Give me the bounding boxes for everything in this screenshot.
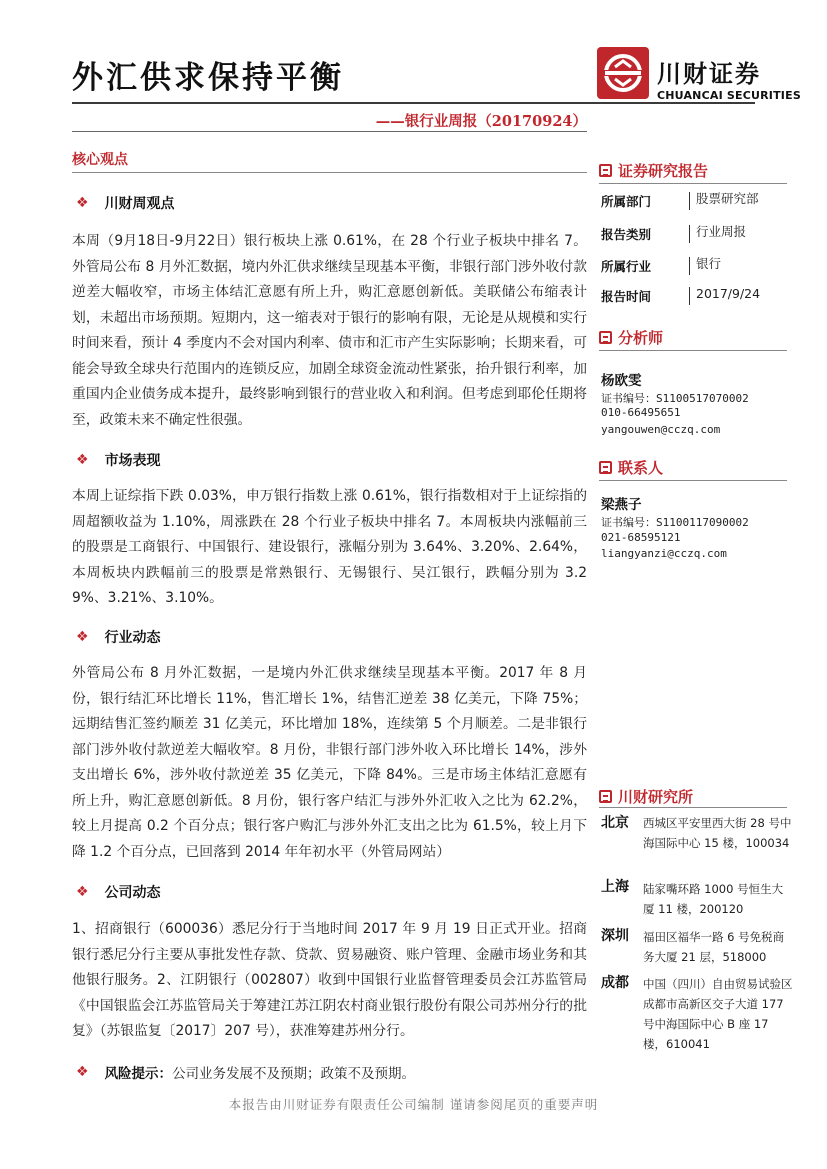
core-view-label: 核心观点 <box>72 152 128 168</box>
section-paragraph-weekly-view: 本周（9月18日-9月22日）银行板块上涨 0.61%，在 28 个行业子板块中排名 7。外管局公布 8 月外汇数据，境内外汇供求继续呈现基本平衡，非银行部门涉外收付款逆差大幅收窄，市场主体结汇意愿有所上升，购汇意愿创新低。美联储公布缩表计划，未超出市场预期。短期内，这一缩表对于银行的影响有限，无论是从规模和实行时间来看，预计 4 季度内不会对国内利率、债市和汇市产生实际影响；长期来看，可能会导致全球央行范围内的连锁反应，加剧全球资金流动性紧张，抬升银行利率，加重国内企业债务成本提升，最终影响到银行的营业收入和利润。但考虑到耶伦任期将至，政策未来不确定性很强。 <box>72 233 587 428</box>
analyst-name: 杨欧雯 <box>601 373 642 389</box>
contact-name: 梁燕子 <box>601 497 642 513</box>
contact-cert: 证书编号：S1100117090002 <box>601 516 749 529</box>
sidebar-heading-text: 联系人 <box>618 459 664 477</box>
office-address-beijing: 西城区平安里西大街 28 号中海国际中心 15 楼，100034 <box>643 816 792 850</box>
section-paragraph-company: 1、招商银行（600036）悉尼分行于当地时间 2017 年 9 月 19 日正式开业。招商银行悉尼分行主要从事批发性存款、贷款、贸易融资、账户管理、金融市场业务和其他银行服务。2、江阴银行（002807）收到中国银行业监督管理委员会江苏监管局《中国银监会江苏监管局关于筹建江苏江阴农村商业银行股份有限公司苏州分行的批复》（苏银监复〔2017〕207 号），获准筹建苏州分行。 <box>72 921 587 1039</box>
info-value: 2017/9/24 <box>689 287 760 305</box>
office-city-shenzhen: 深圳 <box>601 928 629 944</box>
info-row-date <box>601 287 760 305</box>
sidebar-heading-contact <box>599 457 663 478</box>
sidebar-rule <box>599 350 787 351</box>
sidebar-heading-analyst <box>599 327 663 348</box>
diamond-bullet-icon: ❖ <box>76 195 89 211</box>
subtitle-rule <box>72 131 587 132</box>
diamond-bullet-icon: ❖ <box>76 629 89 645</box>
info-key: 报告时间 <box>601 289 652 304</box>
info-row-category <box>601 225 746 243</box>
sidebar-heading-institute <box>599 786 693 807</box>
sidebar-rule <box>599 807 787 808</box>
footer-disclaimer: 本报告由川财证券有限责任公司编制 谨请参阅尾页的重要声明 <box>228 1097 599 1112</box>
sidebar-rule <box>599 183 787 184</box>
logo-chinese-name: 川财证券 <box>657 60 761 88</box>
contact-icon <box>599 461 612 474</box>
info-key: 报告类别 <box>601 227 652 242</box>
diamond-bullet-icon: ❖ <box>76 452 89 468</box>
info-value: 银行 <box>689 257 721 275</box>
report-icon <box>599 164 612 177</box>
office-city-beijing: 北京 <box>601 815 629 831</box>
sidebar-heading-text: 证券研究报告 <box>618 162 709 180</box>
info-row-department <box>601 192 759 210</box>
logo-english-name: CHUANCAI SECURITIES <box>657 89 801 102</box>
analyst-icon <box>599 331 612 344</box>
office-address-shenzhen: 福田区福华一路 6 号免税商务大厦 21 层，518000 <box>643 930 785 964</box>
report-title: 外汇供求保持平衡 <box>72 60 344 96</box>
info-key: 所属部门 <box>601 194 652 209</box>
section-heading-text: 行业动态 <box>104 630 161 646</box>
section-heading-text: 市场表现 <box>104 453 161 469</box>
sidebar-heading-report <box>599 160 708 181</box>
section-heading-company <box>76 882 161 902</box>
contact-phone: 021-68595121 <box>601 531 681 544</box>
office-city-chengdu: 成都 <box>601 975 629 991</box>
section-paragraph-market: 本周上证综指下跌 0.03%，申万银行指数上涨 0.61%，银行指数相对于上证综指的周超额收益为 1.10%，周涨跌在 28 个行业子板块中排名 7。本周板块内涨幅前三的股票是工商银行、中国银行、建设银行，涨幅分别为 3.64%、3.20%、2.64%，本周板块内跌幅前三的股票是常熟银行、无锡银行、吴江银行，跌幅分别为 3.29%、3.21%、3.10%。 <box>72 488 587 606</box>
info-value: 股票研究部 <box>689 192 759 210</box>
chuancai-logo-icon <box>597 47 649 99</box>
risk-text: 公司业务发展不及预期；政策不及预期。 <box>172 1066 416 1082</box>
section-paragraph-industry: 外管局公布 8 月外汇数据，一是境内外汇供求继续呈现基本平衡。2017 年 8 月份，银行结汇环比增长 11%，售汇增长 1%，结售汇逆差 38 亿美元，下降 75%；远期结售汇签约顺差 31 亿美元，环比增加 18%，连续第 5 个月顺差。二是非银行部门涉外收付款逆差大幅收窄。8 月份，非银行部门涉外收入环比增长 14%，涉外支出增长 6%，涉外收付款逆差 35 亿美元，下降 84%。三是市场主体结汇意愿有所上升，购汇意愿创新低。8 月份，银行客户结汇与涉外外汇收入之比为 62.2%，较上月提高 0.2 个百分点；银行客户购汇与涉外外汇支出之比为 61.5%，较上月下降 1.2 个百分点，已回落到 2014 年年初水平（外管局网站） <box>72 665 587 860</box>
risk-warning <box>76 1062 415 1082</box>
diamond-bullet-icon: ❖ <box>76 884 89 900</box>
sidebar-heading-text: 川财研究所 <box>618 788 694 806</box>
institute-icon <box>599 790 612 803</box>
risk-label: 风险提示： <box>104 1066 173 1082</box>
info-value: 行业周报 <box>689 225 746 243</box>
sidebar-heading-text: 分析师 <box>618 329 664 347</box>
analyst-cert: 证书编号：S1100517070002 <box>601 392 749 405</box>
office-address-shanghai: 陆家嘴环路 1000 号恒生大厦 11 楼，200120 <box>643 882 784 916</box>
section-heading-text: 公司动态 <box>104 885 161 901</box>
info-row-industry <box>601 257 721 275</box>
office-address-chengdu: 中国（四川）自由贸易试验区成都市高新区交子大道 177 号中海国际中心 B 座 17 楼，610041 <box>643 977 793 1051</box>
section-heading-industry <box>76 627 161 647</box>
office-city-shanghai: 上海 <box>601 879 629 895</box>
core-view-rule <box>72 172 587 173</box>
section-heading-market <box>76 450 161 470</box>
contact-email[interactable]: liangyanzi@cczq.com <box>601 547 727 560</box>
diamond-bullet-icon: ❖ <box>76 1064 89 1080</box>
sidebar-rule <box>599 480 787 481</box>
section-heading-weekly-view <box>76 193 175 213</box>
section-heading-text: 川财周观点 <box>104 196 175 212</box>
analyst-email[interactable]: yangouwen@cczq.com <box>601 423 721 436</box>
info-key: 所属行业 <box>601 259 652 274</box>
analyst-phone: 010-66495651 <box>601 406 681 419</box>
header-rule <box>72 102 755 104</box>
report-subtitle: ——银行业周报（20170924） <box>375 113 587 130</box>
